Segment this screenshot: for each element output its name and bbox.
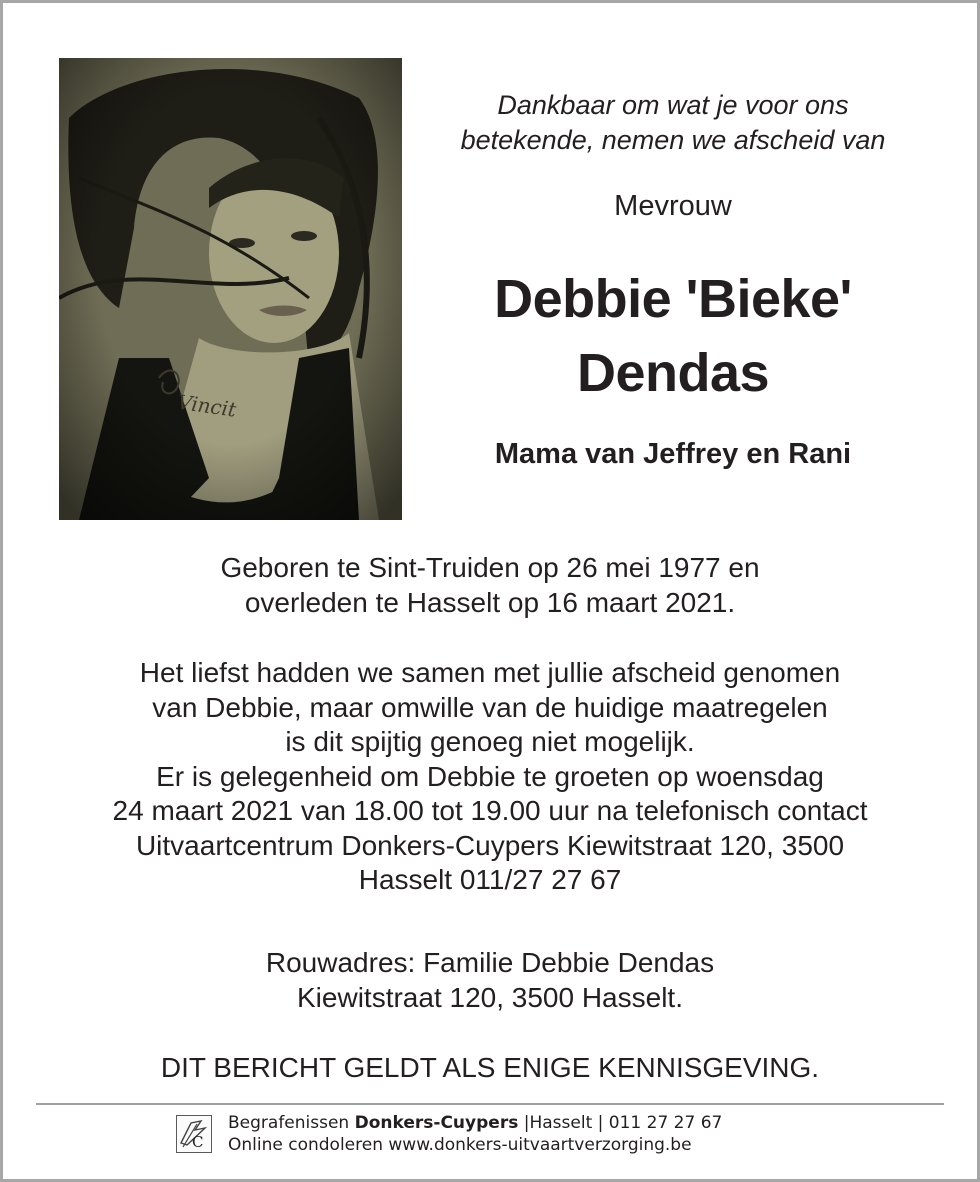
paragraph-line: 24 maart 2021 van 18.00 tot 19.00 uur na telefonisch contact bbox=[112, 795, 868, 826]
paragraph-line: Er is gelegenheid om Debbie te groeten op woensdag bbox=[156, 760, 824, 792]
birth-death-paragraph bbox=[30, 551, 950, 620]
footer-line-website bbox=[228, 1134, 722, 1156]
paragraph-line: Hasselt 011/27 27 67 bbox=[358, 864, 622, 895]
relation-line: Mama van Jeffrey en Rani bbox=[494, 438, 852, 470]
name-line: Dendas bbox=[576, 343, 770, 403]
footer-separator: | bbox=[597, 1113, 604, 1133]
intro-line: Dankbaar om wat je voor ons bbox=[497, 90, 849, 120]
paragraph-line: Het liefst hadden we samen met jullie afscheid genomen bbox=[139, 657, 841, 688]
intro-line: betekende, nemen we afscheid van bbox=[460, 125, 886, 155]
footer-separator: | bbox=[523, 1113, 530, 1133]
paragraph-line: van Debbie, maar omwille van de huidige maatregelen bbox=[152, 691, 828, 723]
paragraph-line: overleden te Hasselt op 16 maart 2021. bbox=[244, 586, 736, 618]
paragraph-line: is dit spijtig genoeg niet mogelijk. bbox=[285, 726, 695, 757]
footer-text bbox=[228, 1112, 722, 1156]
intro-text bbox=[410, 88, 936, 158]
footer-divider bbox=[36, 1103, 944, 1105]
paragraph-line: Geboren te Sint-Truiden op 26 mei 1977 en bbox=[220, 552, 760, 583]
footer-website-link[interactable]: www.donkers-uitvaartverzorging.be bbox=[388, 1135, 692, 1155]
footer-condolence-label: Online condoleren bbox=[228, 1135, 383, 1155]
logo-letter: C bbox=[192, 1133, 204, 1151]
paragraph-line: Uitvaartcentrum Donkers-Cuypers Kiewitstraat 120, 3500 bbox=[135, 829, 845, 861]
paragraph-line: Rouwadres: Familie Debbie Dendas bbox=[265, 947, 715, 978]
honorific: Mevrouw bbox=[614, 190, 732, 222]
footer-city: Hasselt bbox=[529, 1113, 593, 1133]
portrait-photo bbox=[59, 58, 402, 520]
deceased-name bbox=[410, 262, 936, 410]
paragraph-line: Kiewitstraat 120, 3500 Hasselt. bbox=[297, 981, 683, 1013]
footer-company: Donkers-Cuypers bbox=[354, 1113, 519, 1133]
farewell-message bbox=[30, 656, 950, 898]
funeral-home-logo-icon bbox=[176, 1115, 212, 1153]
footer-prefix: Begrafenissen bbox=[228, 1113, 350, 1133]
name-line: Debbie 'Bieke' bbox=[494, 269, 852, 329]
mourning-address bbox=[30, 946, 950, 1015]
footer-phone: 011 27 27 67 bbox=[608, 1113, 723, 1133]
official-notice: DIT BERICHT GELDT ALS ENIGE KENNISGEVING. bbox=[160, 1052, 820, 1083]
footer-line-company bbox=[228, 1112, 722, 1134]
